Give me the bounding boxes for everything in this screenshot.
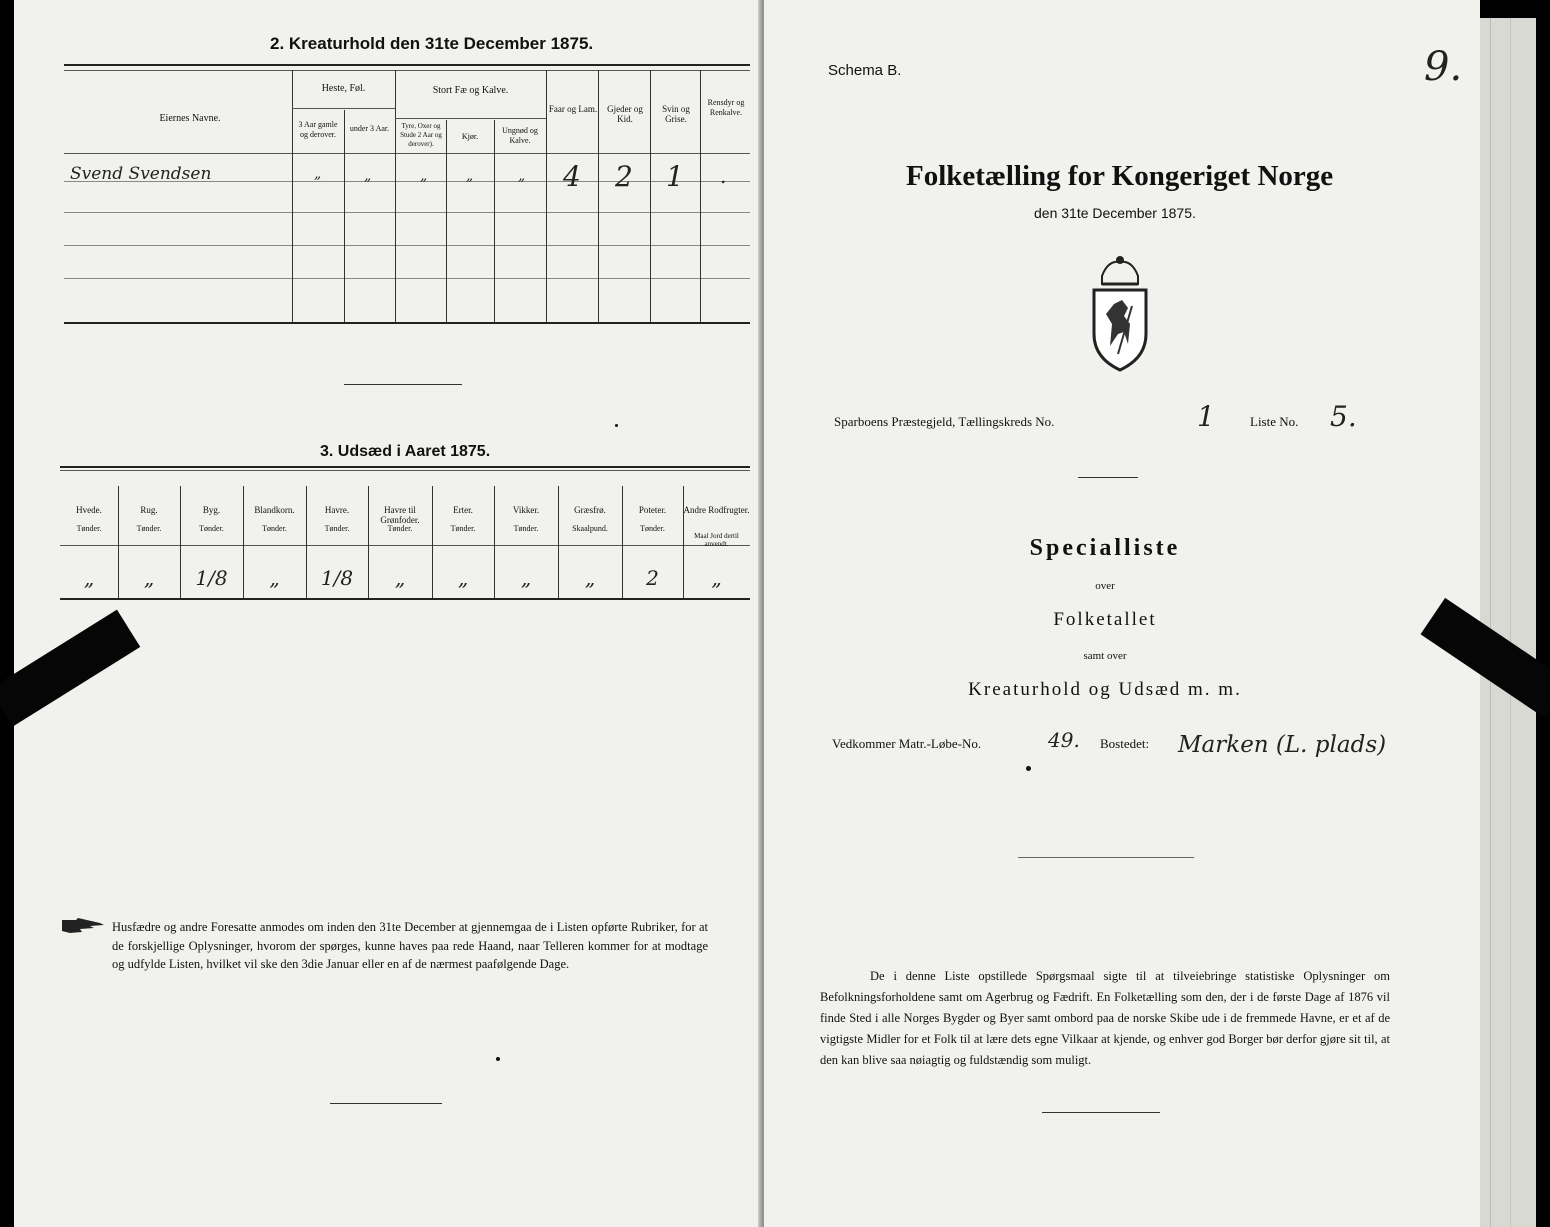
sowing-value-cell: „: [394, 566, 406, 590]
bottom-separator: [330, 1103, 442, 1104]
table2-col-divider: [650, 70, 651, 322]
sowing-col-unit: Tønder.: [640, 524, 665, 533]
folio-number: 9.: [1424, 44, 1463, 90]
table2-subrule: [64, 70, 750, 71]
short-rule: [1078, 477, 1138, 478]
stort-col2-header: Kjør.: [461, 132, 479, 141]
notice-text: Husfædre og andre Foresatte anmodes om inden den 31te December at gjennemgaa de i Listen opførte Rubriker, for at de forskjellige Oplysninger, hvorom der spørges, kunne haves paa rede Haand, naar Telleren kommer for at modtage og udfylde Listen, hvilket vil ske den 3die Januar eller en af de nærmest paafølgende Dage.: [112, 920, 708, 971]
svin-column-header: Svin og Grise.: [662, 104, 690, 124]
liste-number: 5.: [1330, 400, 1357, 433]
table2-top-rule: [64, 64, 750, 66]
heste-group-header: Heste, Føl.: [321, 83, 366, 94]
section-separator: [344, 384, 462, 385]
owner-column-header: Eiernes Navne.: [159, 113, 221, 124]
page-edges: [1480, 18, 1536, 1227]
sowing-value-cell: „: [269, 566, 280, 590]
sowing-value-cell: „: [83, 566, 95, 590]
heste-col1-header: 3 Aar gamle og derover.: [298, 120, 338, 139]
sowing-col-unit: Tønder.: [387, 524, 413, 533]
stort-group-header: Stort Fæ og Kalve.: [432, 85, 509, 96]
stort2-cell: „: [466, 168, 474, 184]
sowing-value-cell: „: [520, 566, 532, 590]
sowing-value-cell: 1/8: [320, 566, 354, 590]
census-title: Folketælling for Kongeriget Norge: [906, 160, 1334, 192]
schema-label: Schema B.: [828, 62, 902, 79]
census-purpose-text: De i denne Liste opstillede Spørgsmaal sigte til at tilveiebringe statistiske Oplysninger om Befolkningsforholdene samt om Agerbrug og Fædrift. En Folketælling som den, der i de første Dage af 1876 vil finde Sted i alle Norges Bygder og Byer samt ombord paa de norske Skibe ude i de fremmede Havne, er et af de vigtigste Midler for et Folk til at lære dets egne Vilkaar at kjende, og enhver god Borger bør derfor gjøre sit til, at den kan blive saa nøiagtig og fuldstændig som muligt.: [820, 969, 1390, 1067]
table2-col-divider: [598, 70, 599, 322]
table2-col-divider: [344, 110, 345, 322]
sowing-value-cell: „: [711, 566, 722, 590]
stort-col3-header: Ungnød og Kalve.: [502, 126, 538, 145]
census-date: den 31te December 1875.: [1034, 205, 1196, 221]
parish-label: Sparboens Præstegjeld, Tællingskreds No.: [834, 414, 1055, 429]
gjeder-cell: 2: [615, 160, 633, 193]
sowing-col-unit: Tønder.: [513, 524, 539, 533]
sowing-col-name: Vikker.: [512, 505, 540, 515]
sowing-value-cell: 2: [646, 566, 659, 590]
sowing-value-cell: „: [143, 566, 155, 590]
heste-col2-header: under 3 Aar.: [349, 124, 390, 133]
rensdyr-cell: .: [720, 164, 727, 188]
table2-row-line: [64, 212, 750, 213]
sowing-col-name: Andre Rodfrugter.: [683, 505, 750, 515]
table2-col-divider: [546, 70, 547, 322]
stort-col1-header: Tyre, Oxer og Stude 2 Aar og derover).: [400, 122, 442, 148]
table2-col-divider: [395, 70, 396, 322]
ink-dot: [1026, 766, 1031, 771]
sowing-value-cell: „: [584, 566, 596, 590]
sowing-value-cell: „: [457, 566, 469, 590]
bosted-value: Marken (L. plads): [1178, 732, 1387, 758]
table3-subrule: [60, 470, 750, 471]
matr-number: 49.: [1048, 728, 1080, 752]
sowing-col-name: Havre til Grønfoder.: [380, 505, 420, 525]
sowing-col-unit: Tønder.: [136, 524, 162, 533]
over-label: over: [1095, 580, 1115, 592]
kreaturhold-heading: Kreaturhold og Udsæd m. m.: [968, 679, 1242, 700]
sowing-col-unit: Tønder.: [324, 524, 350, 533]
closing-rule: [1042, 1112, 1160, 1113]
sowing-col-unit: Tønder.: [199, 524, 224, 533]
bosted-label: Bostedet:: [1100, 736, 1150, 751]
ink-dot: [615, 424, 618, 427]
sowing-col-name: Hvede.: [76, 505, 102, 515]
table3-bottom-rule: [60, 598, 750, 600]
sowing-col-unit: Maal Jord dertil anvendt.: [694, 532, 739, 548]
section3-heading: 3. Udsæd i Aaret 1875.: [320, 443, 491, 460]
sowing-col-name: Havre.: [324, 505, 350, 515]
sowing-col-name: Græsfrø.: [574, 505, 606, 515]
table2-header-rule: [64, 153, 750, 154]
gjeder-column-header: Gjeder og Kid.: [607, 104, 643, 124]
sowing-col-name: Blandkorn.: [254, 505, 295, 515]
sowing-col-name: Erter.: [453, 505, 473, 515]
rensdyr-column-header: Rensdyr og Renkalve.: [707, 98, 745, 117]
table2-col-divider: [700, 70, 701, 322]
ink-dot: [496, 1057, 500, 1061]
faar-cell: 4: [563, 160, 581, 193]
table2-col-divider: [494, 120, 495, 322]
table3-header-rule: [60, 545, 750, 546]
sowing-col-name: Poteter.: [638, 505, 667, 515]
sowing-col-unit: Tønder.: [450, 524, 476, 533]
sowing-col-unit: Tønder.: [262, 524, 287, 533]
dotted-rule: [1018, 857, 1194, 858]
norway-coat-of-arms: [1088, 254, 1152, 377]
table2-heste-group-rule: [292, 108, 395, 109]
sowing-value-cell: 1/8: [195, 566, 228, 590]
sowing-col-unit: Skaalpund.: [572, 524, 608, 533]
samt-over-label: samt over: [1083, 650, 1127, 662]
heste2-cell: „: [364, 168, 372, 184]
sowing-col-name: Rug.: [140, 505, 158, 515]
sowing-col-name: Byg.: [202, 505, 221, 515]
faar-column-header: Faar og Lam.: [548, 104, 598, 114]
table2-row-line: [64, 278, 750, 279]
pointing-hand-icon: [60, 916, 106, 941]
table2-col-divider: [446, 120, 447, 322]
heste1-cell: „: [314, 166, 322, 182]
section2-heading: 2. Kreaturhold den 31te December 1875.: [270, 34, 594, 53]
folketallet-heading: Folketallet: [1053, 609, 1157, 630]
svin-cell: 1: [666, 160, 684, 193]
specialliste-heading: Specialliste: [1029, 535, 1181, 561]
table2-stort-group-rule: [395, 118, 546, 119]
sowing-col-unit: Tønder.: [76, 524, 102, 533]
kreds-number: 1: [1197, 400, 1215, 433]
table2-bottom-rule: [64, 322, 750, 324]
matr-label: Vedkommer Matr.-Løbe-No.: [832, 736, 982, 751]
table2-row-line: [64, 245, 750, 246]
owner-name-cell: Svend Svendsen: [70, 164, 212, 184]
liste-label: Liste No.: [1250, 414, 1299, 429]
stort3-cell: „: [518, 168, 526, 184]
stort1-cell: „: [420, 168, 428, 184]
table3-top-rule: [60, 466, 750, 468]
